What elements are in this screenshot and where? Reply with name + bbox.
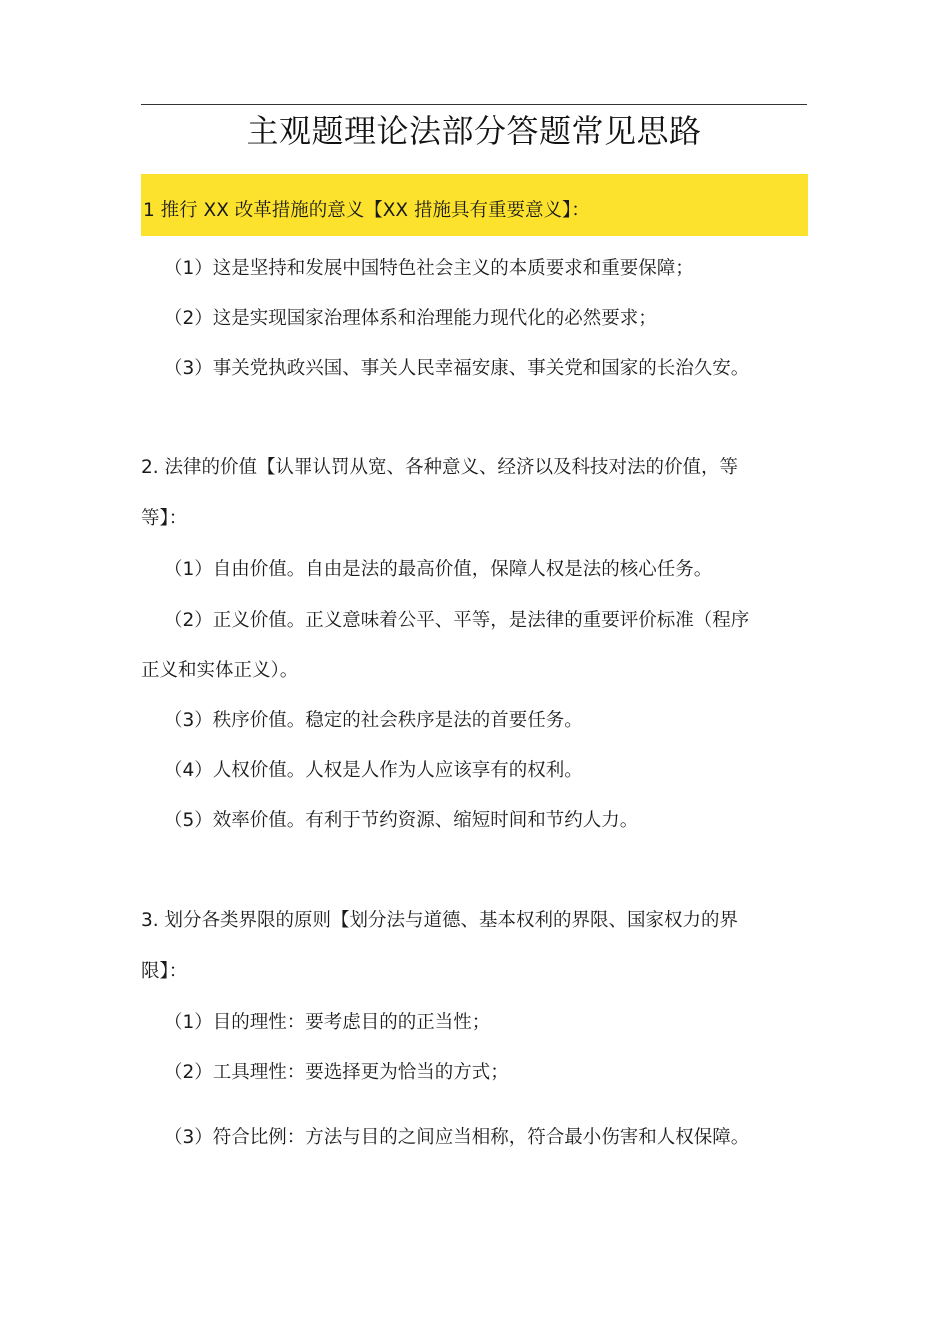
section2-item-2-line1: （2）正义价值。正义意味着公平、平等，是法律的重要评价标准（程序 [164,610,750,631]
section2-item-1: （1）自由价值。自由是法的最高价值，保障人权是法的核心任务。 [164,559,713,580]
section3-item-1: （1）目的理性：要考虑目的的正当性； [164,1012,491,1033]
section2-item-5: （5）效率价值。有利于节约资源、缩短时间和节约人力。 [164,810,639,831]
section2-heading-line2: 等】： [141,508,188,529]
section2-item-2-line2: 正义和实体正义）。 [141,660,299,681]
section2-item-3: （3）秩序价值。稳定的社会秩序是法的首要任务。 [164,710,583,731]
header-rule [141,104,807,105]
section1-item-3: （3）事关党执政兴国、事关人民幸福安康、事关党和国家的长治久安。 [164,358,750,379]
section3-item-3: （3）符合比例：方法与目的之间应当相称，符合最小伤害和人权保障。 [164,1127,750,1148]
section2-item-4: （4）人权价值。人权是人作为人应该享有的权利。 [164,760,583,781]
section1-item-2: （2）这是实现国家治理体系和治理能力现代化的必然要求； [164,308,657,329]
section1-heading: 1 推行 XX 改革措施的意义【XX 措施具有重要意义】： [143,200,590,221]
section3-item-2: （2）工具理性：要选择更为恰当的方式； [164,1062,509,1083]
section3-heading-line2: 限】： [141,961,188,982]
section2-heading-line1: 2. 法律的价值【认罪认罚从宽、各种意义、经济以及科技对法的价值，等 [141,457,739,478]
section3-heading-line1: 3. 划分各类界限的原则【划分法与道德、基本权利的界限、国家权力的界 [141,910,739,931]
section1-item-1: （1）这是坚持和发展中国特色社会主义的本质要求和重要保障； [164,258,694,279]
page-title: 主观题理论法部分答题常见思路 [246,112,702,150]
